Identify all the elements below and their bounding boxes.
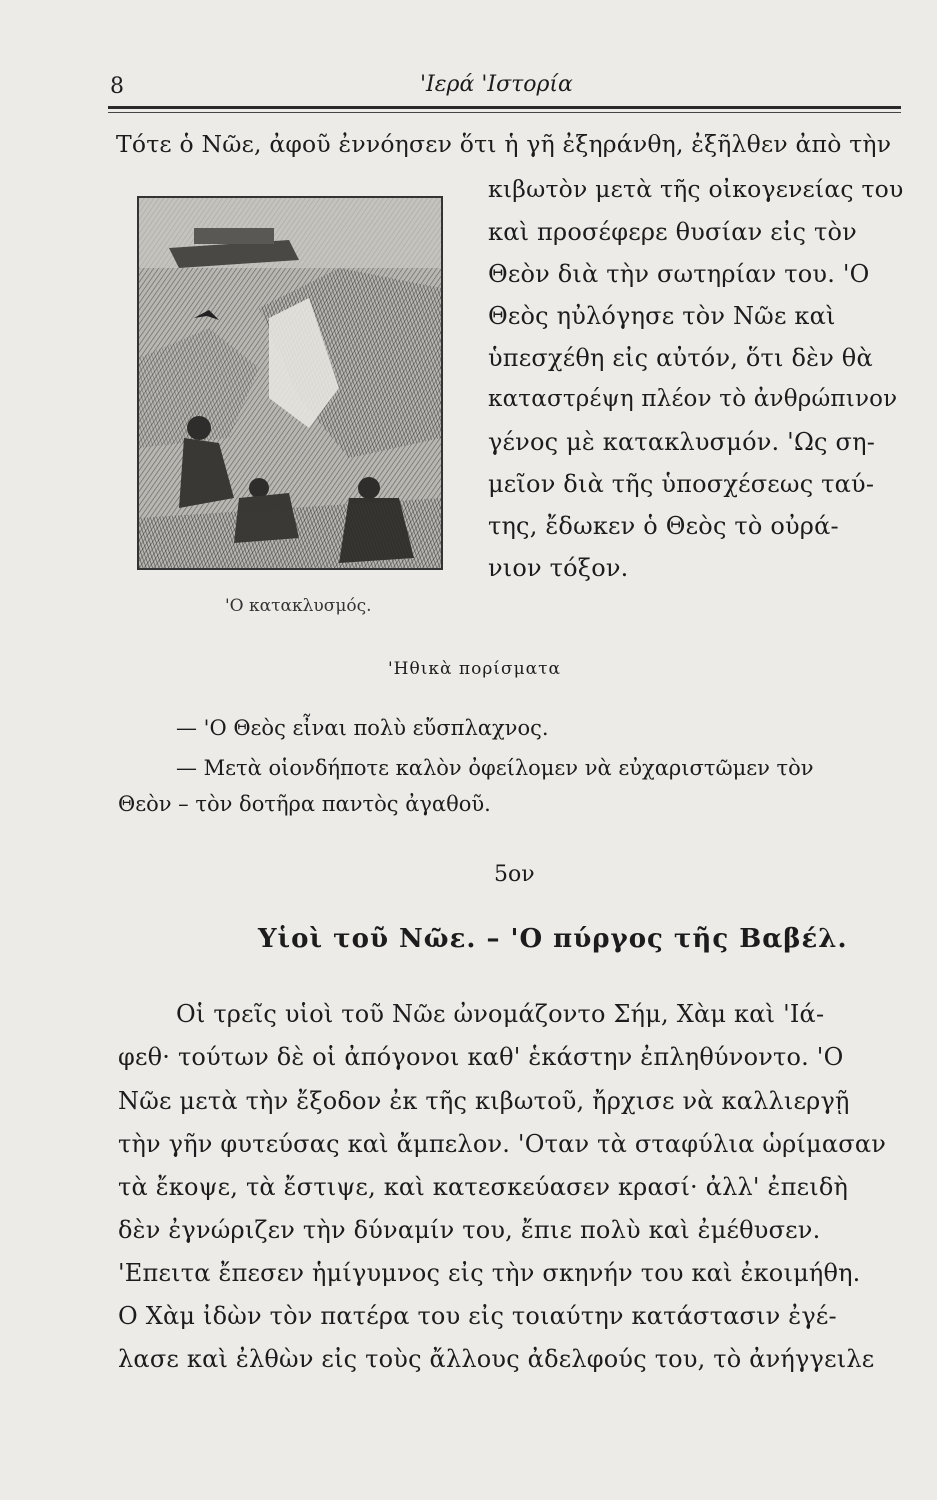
flood-illustration	[137, 196, 443, 570]
chapter-line: Ο Χὰμ ἰδὼν τὸν πατέρα του εἰς τοιαύτην κατάστασιν ἐγέ-	[118, 1302, 837, 1330]
moral-line: Θεὸν – τὸν δοτῆρα παντὸς ἀγαθοῦ.	[118, 792, 491, 816]
header-rule-thin	[108, 112, 901, 113]
chapter-line: Νῶε μετὰ τὴν ἔξοδον ἐκ τῆς κιβωτοῦ, ἤρχισε νὰ καλλιεργῇ	[118, 1087, 850, 1115]
intro-line: καταστρέψη πλέον τὸ ἀνθρώπινον	[488, 386, 898, 412]
chapter-number: 5ον	[494, 862, 535, 887]
chapter-line: τὴν γῆν φυτεύσας καὶ ἄμπελον. 'Οταν τὰ σταφύλια ὡρίμασαν	[118, 1130, 887, 1158]
chapter-line: 'Επειτα ἔπεσεν ἡμίγυμνος εἰς τὴν σκηνήν του καὶ ἐκοιμήθη.	[118, 1259, 861, 1287]
figure-caption: 'Ο κατακλυσμός.	[225, 596, 372, 616]
intro-line: Θεὸς ηὐλόγησε τὸν Νῶε καὶ	[488, 302, 836, 330]
moral-line: — Μετὰ οἱονδήποτε καλὸν ὀφείλομεν νὰ εὐχαριστῶμεν τὸν	[176, 756, 814, 780]
intro-line: ὑπεσχέθη εἰς αὐτόν, ὅτι δὲν θὰ	[488, 344, 873, 372]
running-title: 'Ιερά 'Ιστορία	[420, 72, 573, 97]
intro-line: Τότε ὁ Νῶε, ἀφοῦ ἐννόησεν ὅτι ἡ γῆ ἐξηράνθη, ἐξῆλθεν ἀπὸ τὴν	[116, 130, 892, 158]
chapter-line: δὲν ἐγνώριζεν τὴν δύναμίν του, ἔπιε πολὺ καὶ ἐμέθυσεν.	[118, 1216, 821, 1244]
moral-line: — 'Ο Θεὸς εἶναι πολὺ εὔσπλαχνος.	[176, 716, 549, 740]
intro-line: νιον τόξον.	[488, 554, 629, 582]
chapter-line: Οἱ τρεῖς υἱοὶ τοῦ Νῶε ὠνομάζοντο Σήμ, Χὰμ καὶ 'Ιά-	[176, 1000, 825, 1028]
header-rule	[108, 106, 901, 109]
chapter-title: Υἱοὶ τοῦ Νῶε. – 'Ο πύργος τῆς Βαβέλ.	[258, 924, 848, 954]
morals-title: 'Ηθικὰ πορίσματα	[388, 659, 561, 679]
chapter-line: φεθ· τούτων δὲ οἱ ἀπόγονοι καθ' ἑκάστην ἐπληθύνοντο. 'Ο	[118, 1043, 844, 1071]
intro-line: καὶ προσέφερε θυσίαν εἰς τὸν	[488, 218, 857, 246]
intro-line: γένος μὲ κατακλυσμόν. 'Ως ση-	[488, 428, 875, 456]
page-number: 8	[110, 74, 124, 99]
intro-line: κιβωτὸν μετὰ τῆς οἰκογενείας του	[488, 175, 904, 203]
intro-line: Θεὸν διὰ τὴν σωτηρίαν του. 'Ο	[488, 260, 870, 288]
intro-line: μεῖον διὰ τῆς ὑποσχέσεως ταύ-	[488, 470, 875, 498]
chapter-line: λασε καὶ ἐλθὼν εἰς τοὺς ἄλλους ἀδελφούς του, τὸ ἀνήγγειλε	[118, 1345, 875, 1373]
chapter-line: τὰ ἔκοψε, τὰ ἔστιψε, καὶ κατεσκεύασεν κρασί· ἀλλ' ἐπειδὴ	[118, 1173, 849, 1201]
intro-line: της, ἔδωκεν ὁ Θεὸς τὸ οὐρά-	[488, 512, 839, 540]
